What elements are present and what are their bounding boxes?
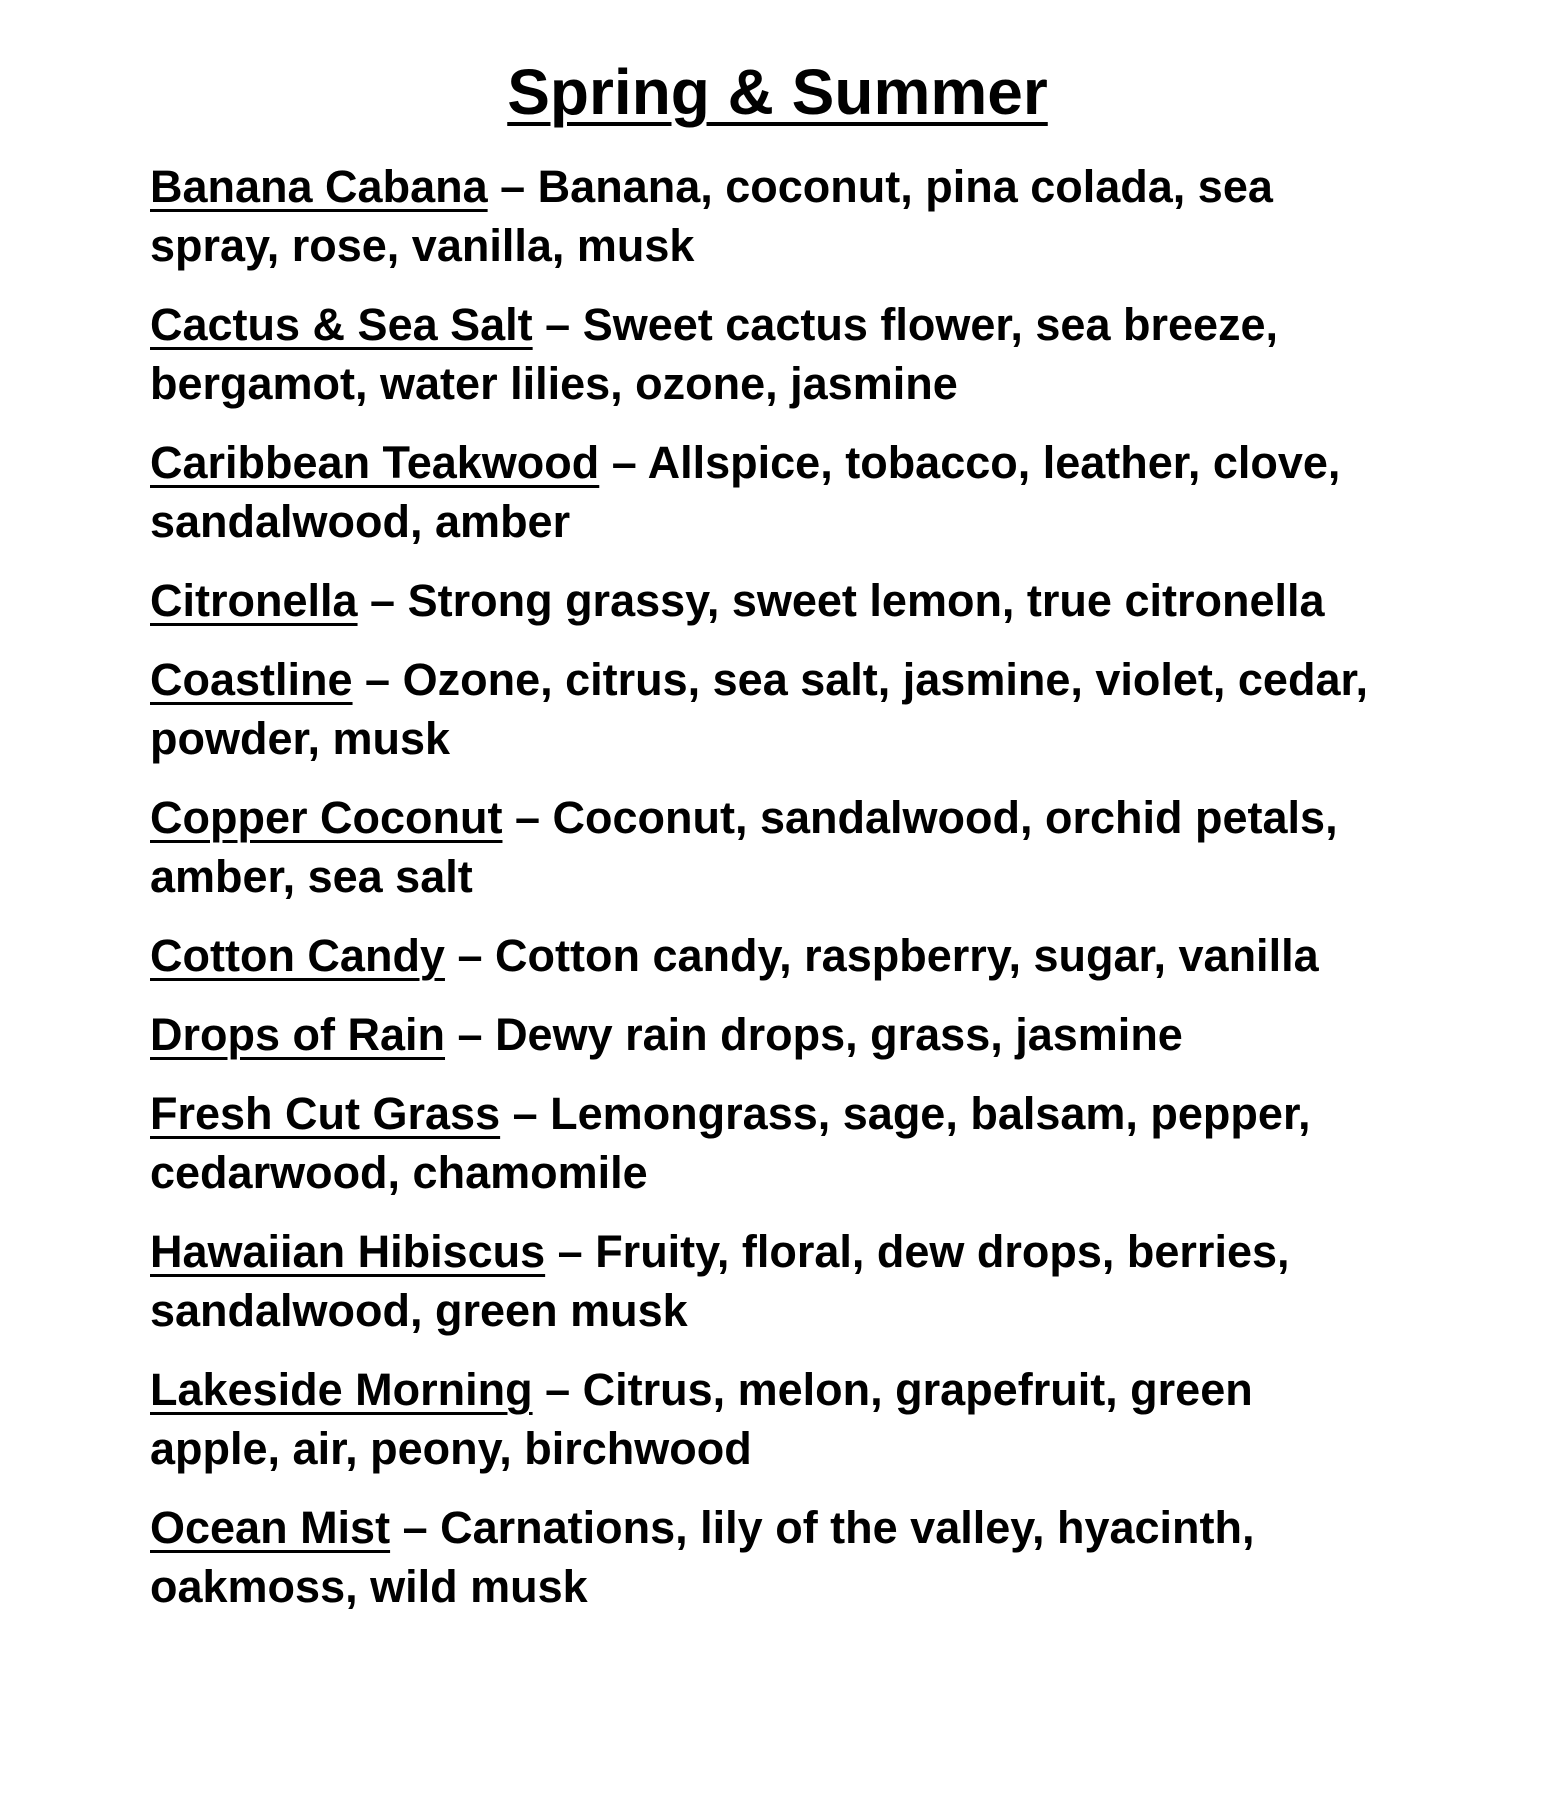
scent-notes: Sweet cactus flower, sea breeze, bergamot, water lilies, ozone, jasmine [150, 299, 1279, 409]
scent-entry [150, 1222, 1380, 1340]
scent-entry [150, 571, 1380, 630]
scent-entry [150, 1360, 1380, 1478]
separator: – [352, 654, 403, 705]
scent-notes: Strong grassy, sweet lemon, true citronella [407, 575, 1325, 626]
scent-entry [150, 926, 1380, 985]
separator: – [357, 575, 408, 626]
scent-notes: Cotton candy, raspberry, sugar, vanilla [495, 930, 1319, 981]
scent-name: Hawaiian Hibiscus [150, 1226, 546, 1277]
separator: – [532, 1364, 583, 1415]
separator: – [445, 1009, 496, 1060]
scent-notes: Lemongrass, sage, balsam, pepper, cedarwood, chamomile [150, 1088, 1311, 1198]
scent-name: Copper Coconut [150, 792, 503, 843]
scent-entry [150, 1084, 1380, 1202]
scent-name: Citronella [150, 575, 358, 626]
scent-name: Cotton Candy [150, 930, 445, 981]
scent-name: Drops of Rain [150, 1009, 446, 1060]
scent-notes: Carnations, lily of the valley, hyacinth, oakmoss, wild musk [150, 1502, 1255, 1612]
scent-entry [150, 1498, 1380, 1616]
scent-notes: Banana, coconut, pina colada, sea spray, rose, vanilla, musk [150, 161, 1273, 271]
scent-notes: Allspice, tobacco, leather, clove, sandalwood, amber [150, 437, 1341, 547]
scent-name: Caribbean Teakwood [150, 437, 600, 488]
scent-name: Coastline [150, 654, 353, 705]
separator: – [545, 1226, 596, 1277]
scent-name: Fresh Cut Grass [150, 1088, 501, 1139]
scent-entry [150, 295, 1380, 413]
scent-entry [150, 650, 1380, 768]
scent-entry [150, 788, 1380, 906]
scent-name: Ocean Mist [150, 1502, 391, 1553]
scent-notes: Ozone, citrus, sea salt, jasmine, violet, cedar, powder, musk [150, 654, 1369, 764]
separator: – [599, 437, 648, 488]
scent-notes: Citrus, melon, grapefruit, green apple, air, peony, birchwood [150, 1364, 1253, 1474]
scent-name: Lakeside Morning [150, 1364, 533, 1415]
separator: – [487, 161, 538, 212]
separator: – [532, 299, 583, 350]
scent-notes: Coconut, sandalwood, orchid petals, amber, sea salt [150, 792, 1338, 902]
scent-name: Cactus & Sea Salt [150, 299, 533, 350]
scent-name: Banana Cabana [150, 161, 488, 212]
page-title [0, 52, 1555, 132]
scent-entry [150, 157, 1380, 275]
separator: – [444, 930, 496, 981]
separator: – [500, 1088, 551, 1139]
scent-entry [150, 433, 1380, 551]
scent-entry [150, 1005, 1380, 1064]
scent-list [150, 157, 1380, 1636]
separator: – [502, 792, 553, 843]
page-title-text: Spring & Summer [507, 56, 1048, 128]
separator: – [390, 1502, 441, 1553]
scent-notes: Fruity, floral, dew drops, berries, sandalwood, green musk [150, 1226, 1290, 1336]
scent-notes: Dewy rain drops, grass, jasmine [495, 1009, 1183, 1060]
